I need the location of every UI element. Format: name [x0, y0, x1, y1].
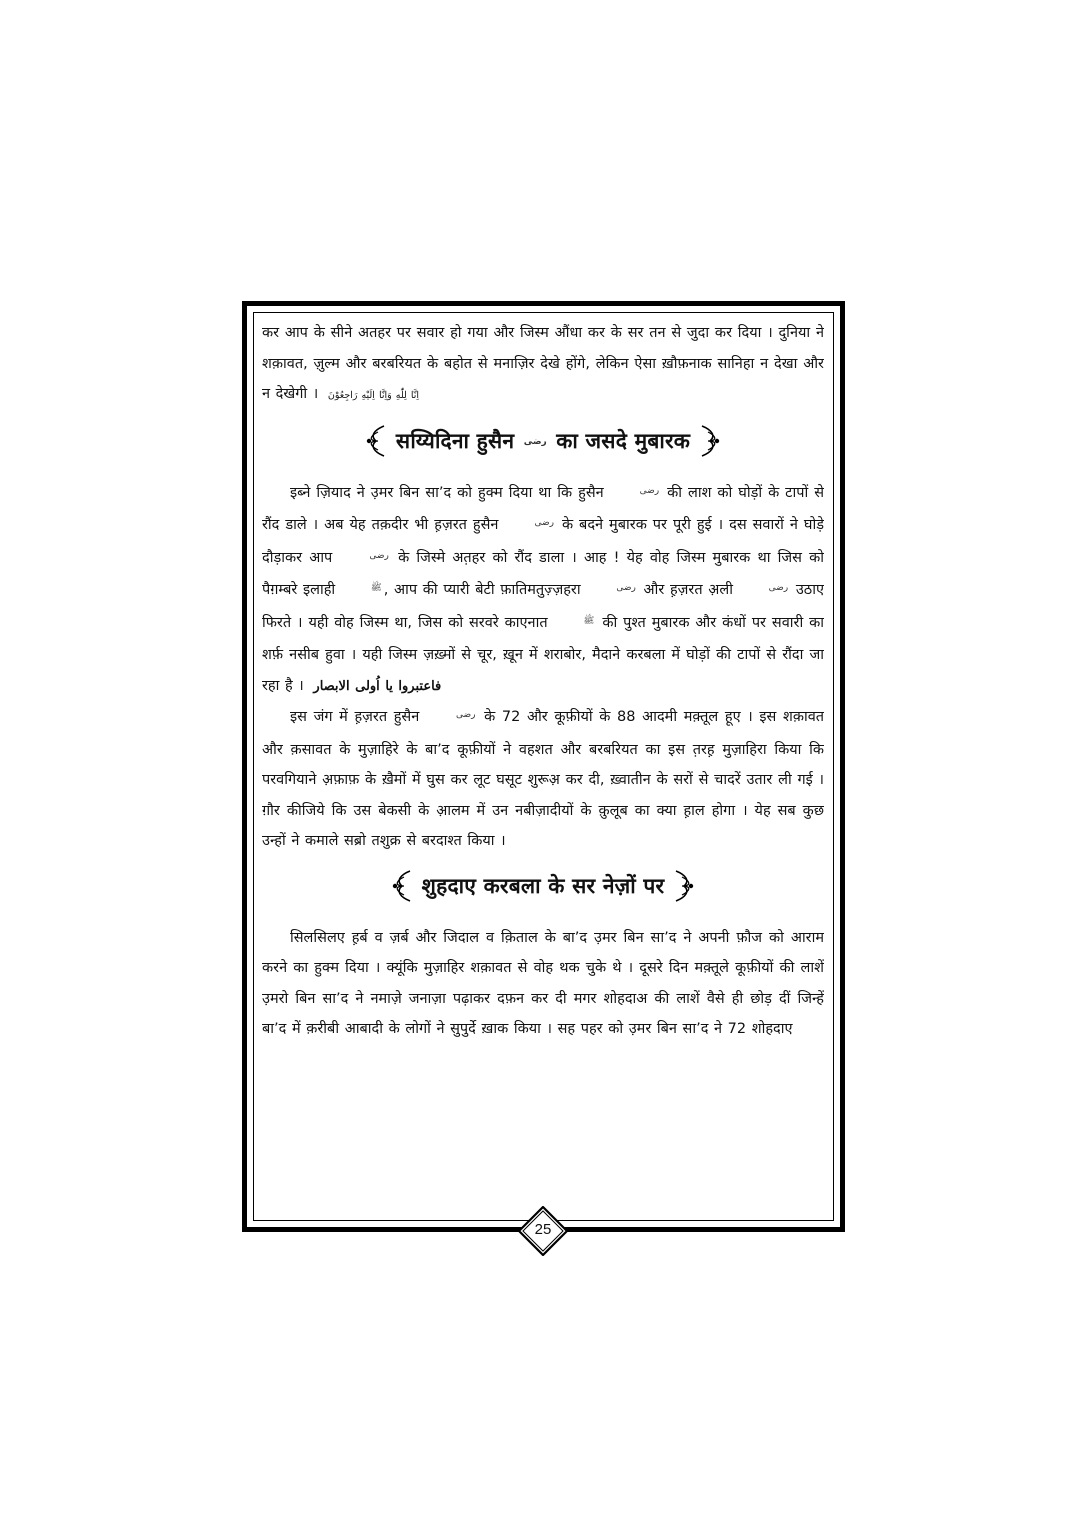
right-ornament-icon	[674, 869, 696, 903]
honorific-icon: رضی	[639, 485, 660, 496]
left-ornament-icon	[364, 424, 386, 458]
heading-jasad-before: सय्यिदिना हुसैन	[395, 428, 515, 453]
paragraph-jasad	[262, 478, 824, 703]
arabic-quote: فاعتبروا يا اُولی الابصار	[313, 678, 442, 694]
text-run: के जिस्मे अत़हर को रौंद डाला । आह ! येह वोह जिस्म मुबारक था जिस को पैग़म्बरे इलाही	[262, 549, 824, 598]
text-run: इस जंग में ह़ज़रत हुसैन	[290, 709, 420, 725]
text-run: के 72 और कूफ़ीयों के 88 आदमी मक़्तूल हूए । इस शक़ावत और क़सावत के मुज़ाहिरे के बा’द कूफ़ीयों ने वहशत और बरबरियत का इस त़रह़ मुज़ाहिरा किया कि परवगियाने अ़फ़ाफ़ के ख़ैमों में घुस कर लूट घसूट शुरूअ़ कर दी, ख़्वातीन के सरों से चादरें उतार ली गई । ग़ौर कीजिये कि उस बेकसी के आ़लम में उन नबीज़ादीयों के क़ुलूब का क्या ह़ाल होगा । येह सब कुछ उन्हों ने कमाले सब्रो तशुक्र से बरदाश्त किया ।	[262, 709, 824, 849]
honorific-icon: ﷺ	[370, 583, 382, 593]
text-run: सिलसिलए ह़र्ब व ज़र्ब और जिदाल व क़िताल के बा’द उ़मर बिन सा’द ने अपनी फ़ौज को आराम करने का हुक्म दिया । क्यूंकि मुज़ाहिर शक़ावत से वोह थक चुके थे । दूसरे दिन मक़्तूले कूफ़ीयों की लाशें उ़मरो बिन सा’द ने नमाज़े जनाज़ा पढ़ाकर दफ़न कर दी मगर शोहदाअ की लाशें वैसे ही छोड़ दीं जिन्हें बा’द में क़रीबी आबादी के लोगों ने सुपुर्दे ख़ाक किया । सह पहर को उ़मर बिन सा’द ने 72 शोहदाए	[262, 929, 824, 1037]
text-run: की पुश्त मुबारक और कंधों पर सवारी का शर्फ़ नसीब हुवा । यही जिस्म ज़ख़्मों से चूर, ख़ून में शराबोर, मैदाने करबला में घोड़ों की टापों से रौंदा जा रहा है ।	[262, 614, 824, 694]
page-content	[262, 318, 824, 1198]
right-ornament-icon	[700, 424, 722, 458]
heading-jasad-after: का जसदे मुबारक	[556, 428, 691, 453]
honorific-icon: رضی	[768, 583, 789, 593]
text-run: के बदने मुबारक पर पूरी हुई । दस सवारों ने घोड़े दौड़ाकर आप	[262, 517, 824, 566]
text-run: इब्ने ज़ियाद ने उ़मर बिन सा’द को हुक्म दिया था कि हुसैन	[290, 484, 604, 501]
paragraph-intro-text: कर आप के सीने अतहर पर सवार हो गया और जिस्म औंधा कर के सर तन से जुदा कर दिया । दुनिया ने शक़ावत, ज़ुल्म और बरबरियत के बहोत से मनाज़िर देखे होंगे, लेकिन ऐसा ख़ौफ़नाक सानिहा न देखा और न देखेगी ।	[262, 325, 824, 402]
honorific-icon: رضی	[369, 550, 389, 561]
left-ornament-icon	[390, 869, 412, 903]
paragraph-aftermath	[262, 702, 824, 857]
section-heading-jasad	[262, 418, 824, 464]
text-run: उठाए फिरते । यही वोह जिस्म था, जिस को सरवरे काएनात	[262, 582, 824, 631]
text-run: , आप की प्यारी बेटी फ़ातिमतुज़्ज़हरा	[383, 582, 581, 598]
text-run: की लाश को घोड़ों के टापों से रौंद डाले । अब येह तक़दीर भी ह़ज़रत हुसैन	[262, 484, 824, 533]
honorific-icon: رضی	[455, 710, 476, 720]
arabic-verse: اِنَّا لِلّٰهِ وَاِنَّا اِلَيْهِ رَاجِعُوْنَ	[327, 390, 420, 401]
honorific-icon: رضی	[523, 436, 547, 447]
heading-jasad-text	[386, 427, 700, 455]
page-number-badge	[518, 1206, 568, 1256]
honorific-icon: رضی	[534, 518, 554, 528]
heading-karbala-text: शुहदाए करबला के सर नेज़ों पर	[421, 873, 665, 898]
paragraph-intro	[262, 318, 824, 412]
text-run: और ह़ज़रत अ़ली	[643, 582, 733, 598]
honorific-icon: رضی	[616, 583, 636, 593]
honorific-icon: ﷺ	[583, 615, 595, 626]
page-number: 25	[534, 1221, 552, 1238]
section-heading-karbala	[262, 863, 824, 909]
paragraph-karbala	[262, 923, 824, 1045]
